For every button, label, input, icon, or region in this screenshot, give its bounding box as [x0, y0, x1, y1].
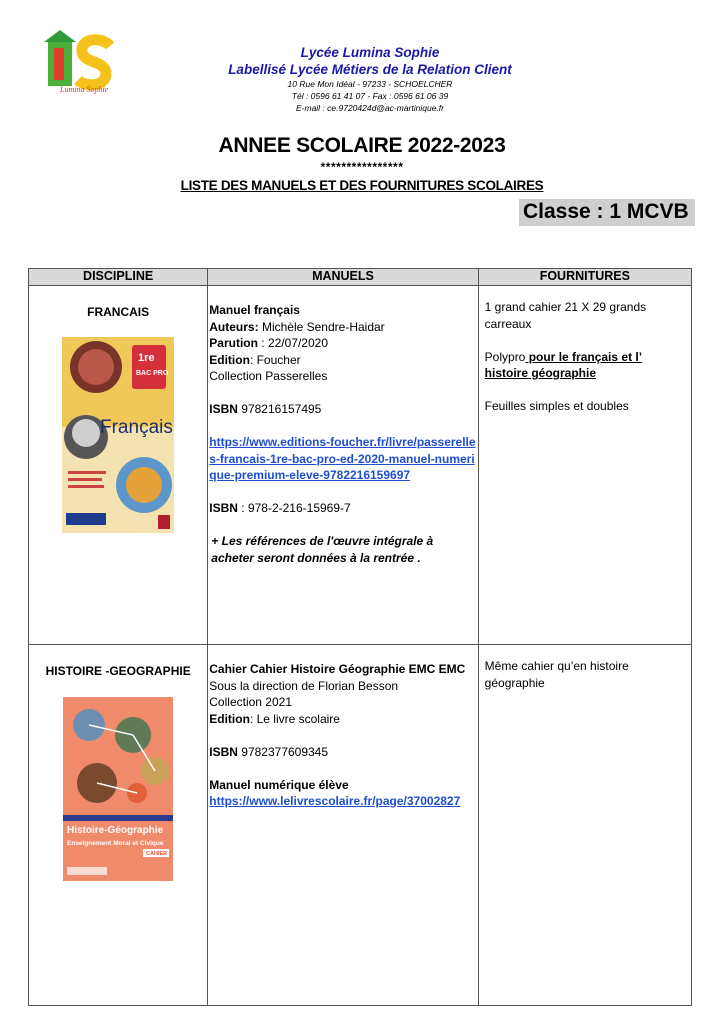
cover-level: 1re [138, 352, 155, 364]
fourniture-item-bold: pour le français et l’ histoire géographie [484, 349, 643, 380]
edition-label: Edition [209, 352, 250, 367]
cover-tag: CAHIER [146, 851, 168, 857]
header-fournitures: FOURNITURES [478, 269, 691, 286]
isbn-label: ISBN [209, 402, 238, 416]
discipline-cell [29, 645, 208, 1006]
fourniture-item: 1 grand cahier 21 X 29 grands carreaux [484, 300, 647, 331]
fourniture-item-plain: Polypro [484, 349, 526, 364]
fourniture-item: Feuilles simples et doubles [484, 399, 629, 413]
isbn-value-2: : 978-2-216-15969-7 [237, 501, 351, 515]
school-logo [40, 28, 114, 96]
isbn-label: ISBN [209, 744, 238, 759]
discipline-name: HISTOIRE -GEOGRAPHIE [45, 664, 191, 678]
collection-value: Collection 2021 [209, 695, 292, 709]
isbn-label-2: ISBN [209, 501, 238, 515]
authors-label: Auteurs: [209, 319, 259, 334]
histoire-geo-book-cover [63, 697, 173, 881]
cover-subtitle: Enseignement Moral et Civique [67, 840, 164, 847]
supplies-table [28, 268, 692, 1006]
edition-label: Edition [209, 711, 250, 726]
cover-title: Français [100, 417, 173, 438]
isbn-value: 978216157495 [237, 402, 322, 416]
table-header-row [29, 269, 692, 286]
school-phone: Tél : 0596 61 41 07 - Fax : 0596 61 06 39 [291, 91, 449, 101]
fournitures-cell [478, 286, 691, 645]
direction-value: Sous la direction de Florian Besson [209, 678, 399, 693]
header-discipline: DISCIPLINE [29, 269, 208, 286]
discipline-name: FRANCAIS [87, 305, 150, 319]
manuel-title: Cahier Cahier Histoire Géographie EMC EMC [209, 662, 466, 676]
school-email[interactable]: E-mail : ce.9720424d@ac-martinique.fr [295, 103, 444, 113]
edition-value: : Foucher [249, 352, 301, 367]
logo-text: Lumina Sophie [60, 85, 109, 94]
parution-value: : 22/07/2020 [257, 336, 328, 350]
collection-value: Collection Passerelles [209, 369, 328, 383]
school-label: Labellisé Lycée Métiers de la Relation Client [228, 62, 512, 77]
school-address: 10 Rue Mon Idéal - 97233 - SCHOELCHER [287, 79, 453, 89]
oeuvre-note: + Les références de l'œuvre intégrale à acheter seront données à la rentrée . [211, 534, 434, 565]
isbn-value: 9782377609345 [237, 744, 329, 759]
fournitures-cell [478, 645, 691, 1006]
fourniture-item: Même cahier qu’en histoire géographie [484, 659, 629, 690]
school-header [180, 44, 560, 114]
authors-value: Michèle Sendre-Haidar [258, 319, 385, 334]
cover-bac: BAC PRO [136, 370, 169, 377]
school-name: Lycée Lumina Sophie [300, 45, 440, 60]
numerique-label: Manuel numérique élève [209, 777, 349, 792]
header-manuels: MANUELS [208, 269, 478, 286]
francais-book-cover [62, 337, 174, 533]
edition-value: : Le livre scolaire [249, 711, 340, 726]
class-badge: Classe : 1 MCVB [519, 199, 695, 226]
parution-label: Parution [209, 336, 258, 350]
manuel-cell [208, 286, 478, 645]
school-year-title: ANNEE SCOLAIRE 2022-2023 [218, 134, 506, 157]
list-title: LISTE DES MANUELS ET DES FOURNITURES SCOLAIRES [180, 178, 544, 193]
foucher-link[interactable]: https://www.editions-foucher.fr/livre/passerelles-francais-1re-bac-pro-ed-2020-manuel-numerique-premium-eleve-9782216159697 [209, 435, 476, 482]
cover-title: Histoire-Géographie [67, 825, 164, 836]
manuel-cell [208, 645, 478, 1006]
manuel-title: Manuel français [209, 303, 300, 317]
lelivrescolaire-link[interactable]: https://www.lelivrescolaire.fr/page/37002827 [209, 794, 461, 808]
discipline-cell [29, 286, 208, 645]
stars-divider: **************** [320, 160, 404, 174]
table-row [29, 645, 692, 1006]
table-row [29, 286, 692, 645]
